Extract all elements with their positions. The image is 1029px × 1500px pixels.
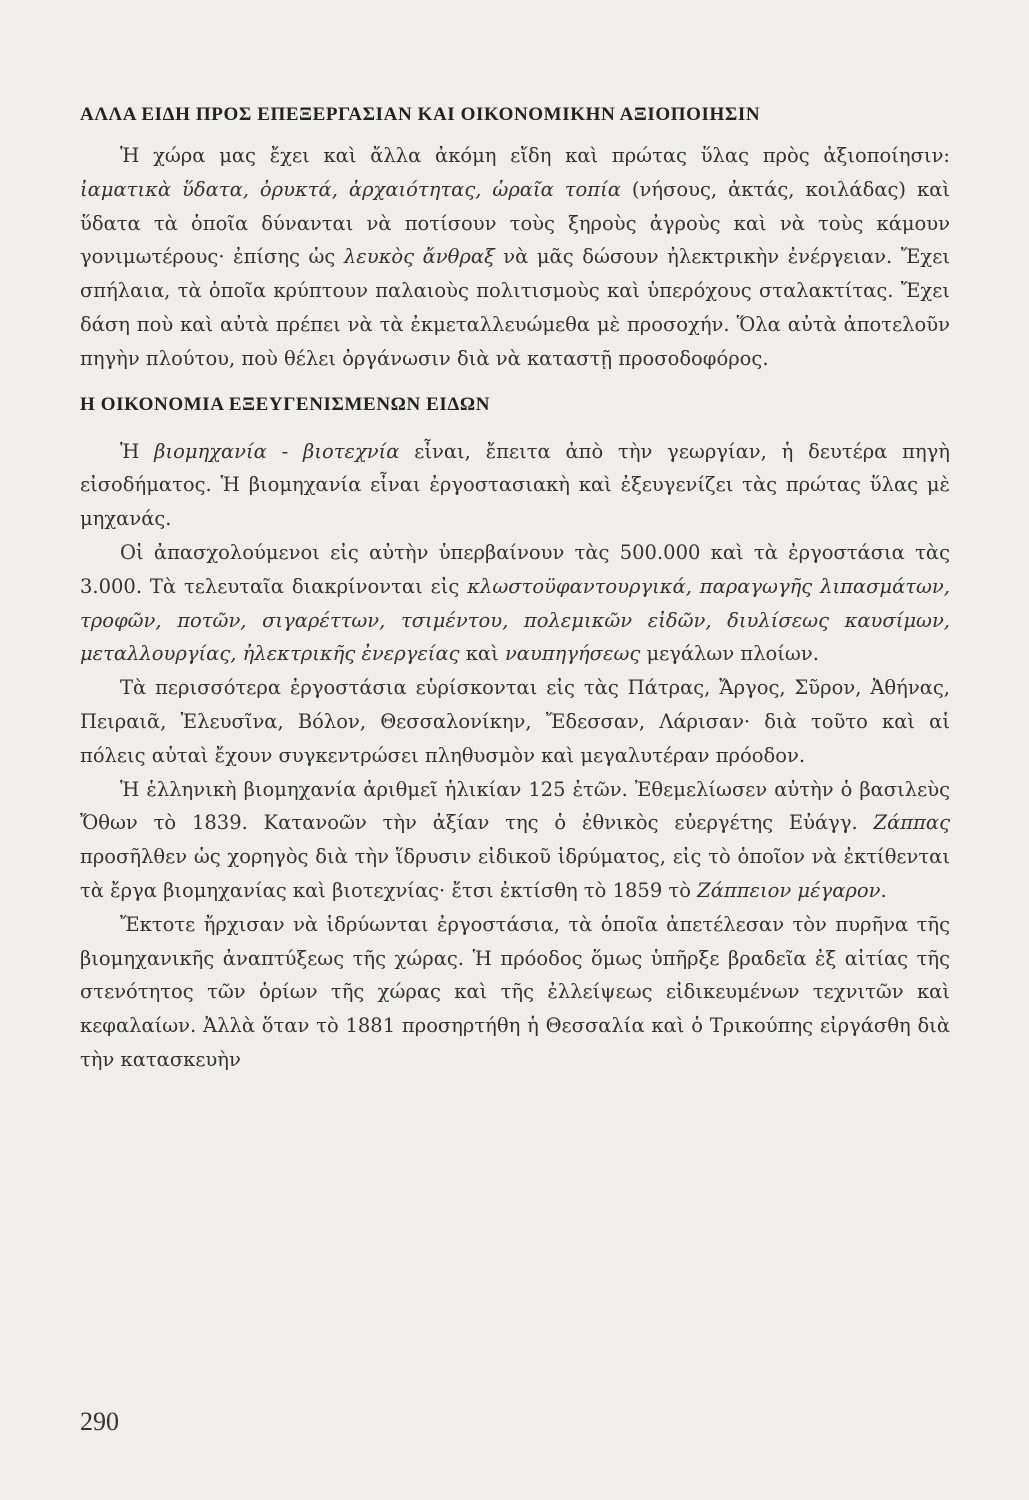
text-run: καὶ bbox=[459, 642, 505, 666]
text-run: Τὰ περισσότερα ἐργοστάσια εὑρίσκονται εἰς τὰς Πάτρας, Ἄργος, Σῦρον, Ἀθήνας, Πειραιᾶ, Ἐλευσῖνα, Βόλον, Θεσσαλονίκην, Ἔδεσσαν, Λάρισαν· διὰ τοῦτο καὶ αἱ πόλεις αὐταὶ ἔχουν συγκεντρώσει πληθυσμὸν καὶ μεγαλυτέραν πρόοδον. bbox=[80, 676, 950, 767]
paragraph-industry-workers bbox=[80, 536, 950, 671]
text-run: μεγάλων πλοίων. bbox=[640, 642, 819, 666]
paragraph-industry-intro bbox=[80, 435, 950, 536]
text-run: Οἱ ἀπασχολούμενοι εἰς αὐτὴν ὑπερβαίνουν τὰς 500.000 καὶ τὰ ἐργοστάσια τὰς 3.000. Τὰ τελευταῖα διακρίνονται εἰς bbox=[80, 540, 950, 598]
paragraph-industry-history bbox=[80, 773, 950, 908]
italic-term: λευκὸς ἄνθραξ bbox=[343, 245, 495, 269]
italic-term: Ζάππειον μέγαρον bbox=[697, 878, 881, 902]
section-heading-refined-goods: Η ΟΙΚΟΝΟΜΙΑ ΕΞΕΥΓΕΝΙΣΜΕΝΩΝ ΕΙΔΩΝ bbox=[80, 393, 491, 415]
paragraph-other-goods bbox=[80, 139, 950, 376]
paragraph-factory-cities bbox=[80, 671, 950, 772]
italic-term: Ζάππας bbox=[873, 811, 950, 835]
text-run: (νήσους, ἀκτάς, κοιλάδας) καὶ ὕδατα τὰ ὁποῖα δύνανται νὰ ποτίσουν τοὺς ξηροὺς ἀγροὺς καὶ νὰ τοὺς κάμουν γονιμωτέρους· ἐπίσης ὡς bbox=[80, 177, 951, 269]
text-run: Ἡ χώρα μας ἔχει καὶ ἄλλα ἀκόμη εἴδη καὶ πρώτας ὕλας πρὸς ἀξιοποίησιν: bbox=[120, 144, 950, 167]
italic-term: ἰαματικὰ ὕδατα, ὀρυκτά, ἀρχαιότητας, ὡραῖα τοπία bbox=[80, 177, 621, 201]
section-heading-other-goods: ΑΛΛΑ ΕΙΔΗ ΠΡΟΣ ΕΠΕΞΕΡΓΑΣΙΑΝ ΚΑΙ ΟΙΚΟΝΟΜΙΚΗΝ ΑΞΙΟΠΟΙΗΣΙΝ bbox=[80, 104, 761, 125]
text-run: . bbox=[880, 878, 887, 902]
page-number: 290 bbox=[80, 1407, 119, 1436]
text-run: νὰ μᾶς δώσουν ἠλεκτρικὴν ἐνέργειαν. Ἔχει σπήλαια, τὰ ὁποῖα κρύπτουν παλαιοὺς πολιτισμοὺς καὶ ὑπερόχους σταλακτίτας. Ἔχει δάση ποὺ καὶ αὐτὰ πρέπει νὰ τὰ ἐκμεταλλευώμεθα μὲ προσοχήν. Ὅλα αὐτὰ ἀποτελοῦν πηγὴν πλούτου, ποὺ θέλει ὀργάνωσιν διὰ νὰ καταστῇ προσοδοφόρος. bbox=[80, 245, 950, 370]
italic-term: ναυπηγήσεως bbox=[504, 642, 641, 666]
text-run: Ἡ bbox=[120, 439, 155, 463]
text-run: Ἡ ἑλληνικὴ βιομηχανία ἀριθμεῖ ἡλικίαν 125 ἐτῶν. Ἐθεμελίωσεν αὐτὴν ὁ βασιλεὺς Ὄθων τὸ 1839. Κατανοῶν τὴν ἀξίαν της ὁ ἐθνικὸς εὐεργέτης Εὐάγγ. bbox=[80, 777, 950, 835]
italic-term: βιομηχανία - βιοτεχνία bbox=[154, 439, 400, 463]
text-run: προσῆλθεν ὡς χορηγὸς διὰ τὴν ἵδρυσιν εἰδικοῦ ἱδρύματος, εἰς τὸ ὁποῖον νὰ ἐκτίθενται τὰ ἔργα βιομηχανίας καὶ βιοτεχνίας· ἔτσι ἐκτίσθη τὸ 1859 τὸ bbox=[80, 845, 950, 902]
page-content bbox=[80, 100, 950, 1077]
italic-term: κλωστοϋφαντουργικά, παραγωγῆς λιπασμάτων, τροφῶν, ποτῶν, σιγαρέττων, τσιμέντου, πολεμικῶν εἰδῶν, διυλίσεως καυσίμων, μεταλλουργίας, ἠλεκτρικῆς ἐνεργείας bbox=[80, 574, 950, 666]
text-run: εἶναι, ἔπειτα ἀπὸ τὴν γεωργίαν, ἡ δευτέρα πηγὴ εἰσοδήματος. Ἡ βιομηχανία εἶναι ἐργοστασιακὴ καὶ ἐξευγενίζει τὰς πρώτας ὕλας μὲ μηχανάς. bbox=[80, 439, 950, 531]
paragraph-industry-growth bbox=[80, 908, 950, 1077]
text-run: Ἔκτοτε ἤρχισαν νὰ ἱδρύωνται ἐργοστάσια, τὰ ὁποῖα ἀπετέλεσαν τὸν πυρῆνα τῆς βιομηχανικῆς ἀναπτύξεως τῆς χώρας. Ἡ πρόοδος ὅμως ὑπῆρξε βραδεῖα ἐξ αἰτίας τῆς στενότητος τῶν ὁρίων τῆς χώρας καὶ τῆς ἐλλείψεως εἰδικευμένων τεχνιτῶν καὶ κεφαλαίων. Ἀλλὰ ὅταν τὸ 1881 προσηρτήθη ἡ Θεσσαλία καὶ ὁ Τρικούπης εἰργάσθη διὰ τὴν κατασκευὴν bbox=[80, 912, 950, 1071]
